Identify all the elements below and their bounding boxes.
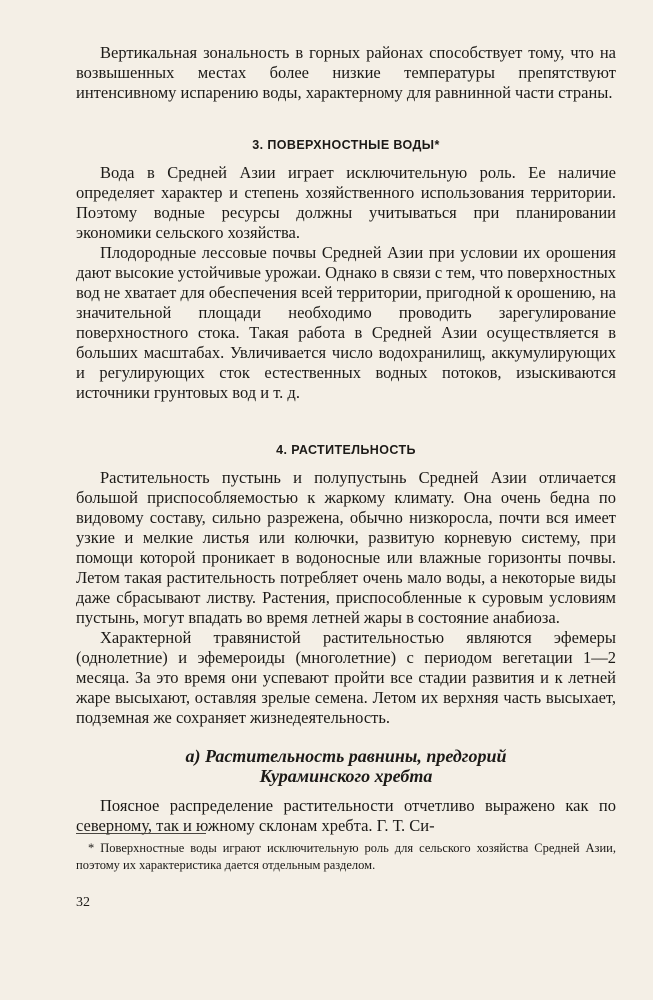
section-3-heading: 3. ПОВЕРХНОСТНЫЕ ВОДЫ* <box>252 138 440 152</box>
intro-block <box>76 43 616 103</box>
subsection-a-heading <box>76 746 616 786</box>
intro-paragraph: Вертикальная зональность в горных районах способствует тому, что на возвышенных местах более низкие температуры препятствуют интенсивному испарению воды, характерному для равнинной части страны. <box>76 43 616 102</box>
subsection-a-paragraph: Поясное распределение растительности отчетливо выражено как по северному, так и южному склонам хребта. Г. Т. Си- <box>76 796 616 835</box>
section-3-paragraph-1: Вода в Средней Азии играет исключительную роль. Ее наличие определяет характер и степень хозяйственного использования территории. Поэтому водные ресурсы должны учитываться при планировании экономики сельского хозяйства. <box>76 163 616 242</box>
section-4-paragraph-1: Растительность пустынь и полупустынь Средней Азии отличается большой приспособляемостью к жаркому климату. Она очень бедна по видовому составу, сильно разрежена, обычно низкоросла, почти вся имеет узкие и мелкие листья или колючки, развитую корневую систему, при помощи которой проникает в водоносные или влажные горизонты почвы. Летом такая растительность потребляет очень мало воды, а некоторые виды даже сбрасывают листву. Растения, приспособленные к суровым условиям пустынь, могут впадать во время летней жары в состояние анабиоза. <box>76 468 616 627</box>
footnote-text: * Поверхностные воды играют исключительную роль для сельского хозяйства Средней Азии, поэтому их характеристика дается отдельным разделом. <box>76 841 616 872</box>
section-4-heading: 4. РАСТИТЕЛЬНОСТЬ <box>276 443 416 457</box>
section-3-text <box>76 163 616 403</box>
section-3-paragraph-2: Плодородные лессовые почвы Средней Азии при условии их орошения дают высокие устойчивые урожаи. Однако в связи с тем, что поверхностных вод не хватает для обеспечения всей территории, пригодной к орошению, на значительной площади необходимо проводить зарегулирование поверхностного стока. Такая работа в Средней Азии осуществляется в больших масштабах. Увличивается число водохранилищ, аккумулирующих и регулирующих сток естественных водных потоков, изыскиваются источники грунтовых вод и т. д. <box>76 243 616 402</box>
footnote-divider <box>76 833 206 834</box>
section-4-paragraph-2: Характерной травянистой растительностью являются эфемеры (однолетние) и эфемероиды (многолетние) с периодом вегетации 1—2 месяца. За это время они успевают пройти все стадии развития и к летней жаре высыхают, оставляя зрелые семена. Летом их верхняя часть высыхает, подземная же сохраняет жизнедеятельность. <box>76 628 616 727</box>
subsection-a-text <box>76 796 616 836</box>
section-4-text <box>76 468 616 728</box>
footnote <box>76 840 616 874</box>
page-number: 32 <box>76 895 90 910</box>
subsection-a-heading-line-1: а) Растительность равнины, предгорий <box>185 746 507 766</box>
subsection-a-heading-line-2: Кураминского хребта <box>259 766 433 786</box>
